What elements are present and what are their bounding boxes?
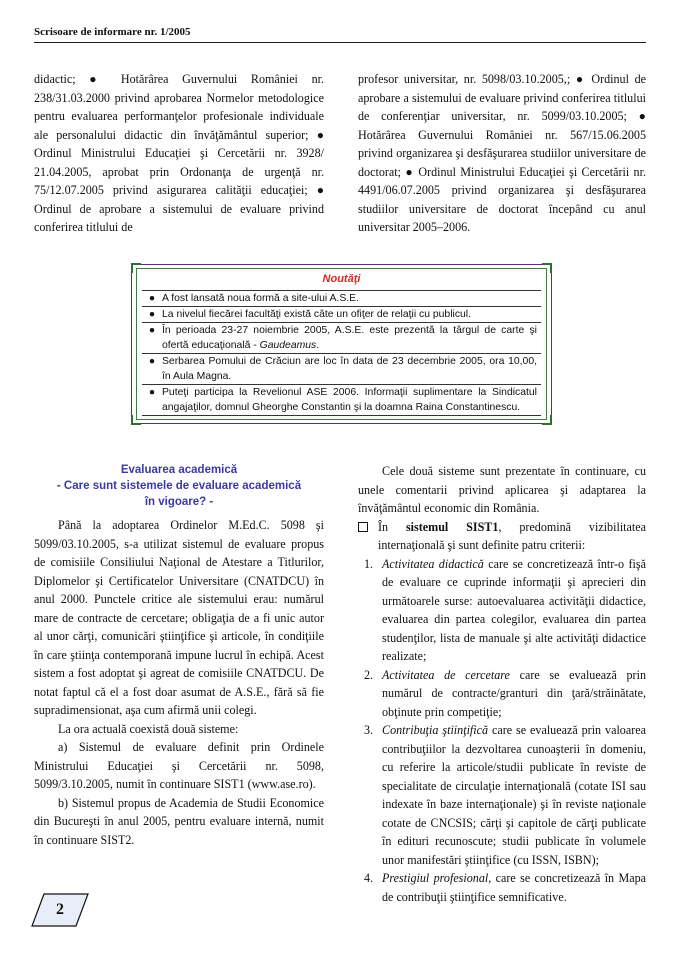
news-box-inner-frame [136, 268, 547, 420]
criterion-item: 1. Activitatea didactică care se concretizează într-o fişă de evaluare ce cuprinde informaţii şi aprecieri din următoarele surse: autoevaluarea activităţii didactice, evaluarea din partea colegilor, evaluarea din partea studenţilor, lista de manuale şi alte activităţi didactice realizate; [364, 556, 646, 663]
criterion-title: Activitatea de cercetare [382, 667, 510, 682]
bullet-icon: ● [148, 325, 156, 336]
sist1-label: sistemul SIST1 [405, 519, 499, 534]
corner-ornament [131, 263, 141, 273]
news-item-text: În perioada 23-27 noiembrie 2005, A.S.E. este prezentă la târgul de carte şi ofertă educaţională - Gaudeamus. [162, 325, 537, 351]
news-item [142, 307, 541, 323]
news-item-emphasis: Gaudeamus [259, 340, 317, 351]
corner-ornament [131, 415, 141, 425]
bullet-icon: ● [148, 293, 156, 304]
article-title-line: Evaluarea academică [120, 464, 238, 476]
criterion-item: 2. Activitatea de cercetare care se evaluează prin numărul de contracte/granturi din ţară/străinătate, obţinute prin competiţie; [364, 667, 646, 719]
news-item [142, 323, 541, 354]
sist1-heading: În sistemul SIST1, predomină vizibilitatea internaţională şi sunt definite patru criterii: [358, 518, 646, 555]
article-title-line: - Care sunt sistemele de evaluare academică [56, 480, 302, 492]
criteria-list [358, 555, 646, 907]
page-number-badge [30, 892, 90, 928]
criterion-item: 4. Prestigiul profesional, care se concretizează în Mapa de contribuţii ştiinţifice semnificative. [364, 871, 646, 904]
news-item-text: Puteţi participa la Revelionul ASE 2006. Informaţii suplimentare la Sindicatul angajaţilor, domnul Gheorghe Constantin şi la doamna Raina Constantinescu. [162, 387, 537, 413]
publication-header: Scrisoare de informare nr. 1/2005 [34, 26, 191, 38]
criterion-title: Prestigiul profesional [382, 871, 489, 885]
article-paragraph: b) Sistemul propus de Academia de Studii Economice din Bucureşti în anul 2005, pentru evaluare internă, numit în continuare SIST2. [34, 795, 324, 847]
article-paragraph: La ora actuală coexistă două sisteme: [58, 721, 239, 736]
bullet-icon: ● [148, 309, 156, 320]
news-item-text: La nivelul fiecărei facultăţi există câte un ofiţer de relaţii cu publicul. [162, 309, 471, 320]
criterion-title: Activitatea didactică [382, 556, 484, 571]
news-item [142, 385, 541, 416]
news-item [142, 291, 541, 307]
article-title-line: în vigoare? - [144, 496, 214, 508]
news-list [142, 290, 541, 416]
criterion-title: Contribuţia ştiinţifică [382, 723, 489, 737]
news-title: Noutăţi [322, 273, 361, 285]
news-item [142, 354, 541, 385]
article-title [34, 462, 324, 510]
article-intro: Cele două sisteme sunt prezentate în continuare, cu unele comentarii privind aplicarea şi adaptarea la învăţământul economic din România. [358, 464, 646, 515]
bullet-icon: ● [148, 356, 156, 367]
article-paragraph: Până la adoptarea Ordinelor M.Ed.C. 5098 şi 5099/03.10.2005, s-a utilizat sistemul de evaluare propus de comisiile Consiliului Naţional de Atestare a Titlurilor, Diplomelor şi Certificatelor Universitare (CNATDCU) în anul 2000. Punctele critice ale sistemului erau: numărul mare de contracte de cercetare; obligaţia de a fi unic autor al unor cărţi, comunicări ştiinţifice şi articole, în condiţiile în care ştiinţa contemporană impune lucrul în echipă. Acest sistem a fost adoptat şi agreat de comisiile CNATDCU. De notat faptul că el a fost doar asumat de A.S.E., fără să fie supradimensionat, aşa cum afirmă unii colegi. [34, 518, 324, 717]
news-item-text: Serbarea Pomului de Crăciun are loc în data de 23 decembrie 2005, ora 10,00, în Aula Magna. [162, 356, 537, 382]
news-item-text: A fost lansată noua formă a site-ului A.S.E. [162, 293, 359, 304]
article-right-column [358, 462, 646, 906]
top-left-text: didactic; ● Hotărârea Guvernului României nr. 238/31.03.2000 privind aprobarea Normelor metodologice pentru evaluarea performanţelor profesionale individuale ale personalului didactic din învăţământul superior; ● Ordinul Ministrului Educaţiei şi Cercetării nr. 3928/ 21.04.2005, aprobat prin Ordonanţa de urgenţă nr. 75/12.07.2005 privind asigurarea calităţii educaţiei; ● Ordinul de aprobare a sistemului de evaluare privind conferirea titlului de [34, 72, 324, 234]
bullet-icon: ● [148, 387, 156, 398]
article-paragraph: a) Sistemul de evaluare definit prin Ordinele Ministrului Educaţiei şi Cercetării nr. 5098, 5099/3.10.2005, numit în continuare SIST1 (www.ase.ro). [34, 740, 324, 791]
news-box [131, 264, 552, 424]
page-number: 2 [56, 901, 64, 918]
top-left-column [34, 70, 324, 237]
top-right-column [358, 70, 646, 237]
header-divider [34, 42, 646, 43]
article-left-column [34, 516, 324, 849]
checkbox-bullet-icon [358, 522, 368, 532]
criterion-item: 3. Contribuţia ştiinţifică care se evaluează prin valoarea contribuţiilor la dezvoltarea cunoaşterii în domeniu, cu referire la articole/studii publicate în reviste de specialitate de circulaţie internaţională (cotate ISI sau indexate în baze internaţionale) şi în reviste naţionale cotate de CNCSIS; cărţi şi capitole de cărţi publicate în edituri recunoscute; studii publicate în volumele unor manifestări ştiinţifice (cu ISSN, ISBN); [364, 723, 646, 867]
top-right-text: profesor universitar, nr. 5098/03.10.2005,; ● Ordinul de aprobare a sistemului de evaluare privind conferirea titlului de conferenţiar universitar, nr. 5099/03.10.2005; ● Hotărârea Guvernului României nr. 567/15.06.2005 privind organizarea şi desfăşurarea studiilor universitare de doctorat; ● Ordinul Ministrului Educaţiei şi Cercetării nr. 4491/06.07.2005 privind organizarea şi desfăşurarea studiilor universitare de doctorat începând cu anul universitar 2005–2006. [358, 72, 646, 234]
corner-ornament [542, 415, 552, 425]
corner-ornament [542, 263, 552, 273]
